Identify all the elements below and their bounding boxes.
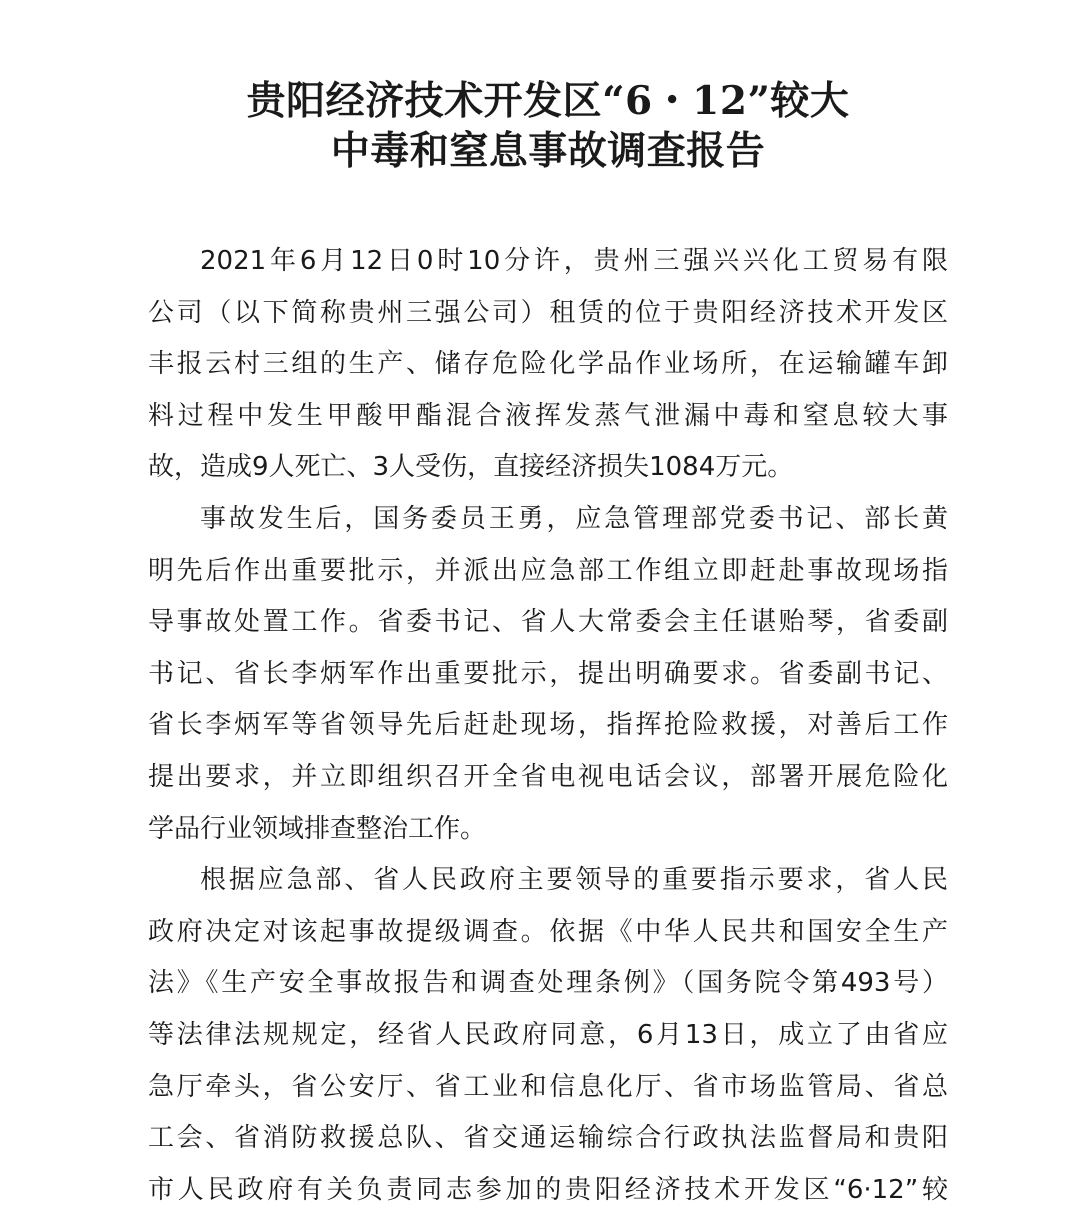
paragraph-line: 根据应急部、省人民政府主要领导的重要指示要求，省人民 <box>200 865 948 896</box>
document-body <box>148 236 948 1216</box>
document-page <box>148 76 948 1216</box>
document-title <box>148 76 948 176</box>
paragraph-line: 明先后作出重要批示，并派出应急部工作组立即赶赴事故现场指 <box>148 555 948 586</box>
paragraph-line: 学品行业领域排查整治工作。 <box>148 813 487 844</box>
paragraph-line: 工会、省消防救援总队、省交通运输综合行政执法监督局和贵阳 <box>148 1123 948 1154</box>
paragraph-line: 故，造成9人死亡、3人受伤，直接经济损失1084万元。 <box>148 452 794 483</box>
paragraph-line: 公司（以下简称贵州三强公司）租赁的位于贵阳经济技术开发区 <box>148 297 948 328</box>
title-line-1: 贵阳经济技术开发区“6・12”较大 <box>246 78 850 124</box>
paragraph-line: 料过程中发生甲酸甲酯混合液挥发蒸气泄漏中毒和窒息较大事 <box>148 400 948 431</box>
paragraph-line: 市人民政府有关负责同志参加的贵阳经济技术开发区“6·12”较 <box>148 1174 948 1205</box>
paragraph-line: 导事故处置工作。省委书记、省人大常委会主任谌贻琴，省委副 <box>148 607 948 638</box>
paragraph-3 <box>148 855 948 1216</box>
paragraph-line: 等法律法规规定，经省人民政府同意，6月13日，成立了由省应 <box>148 1019 948 1050</box>
paragraph-2 <box>148 494 948 855</box>
title-line-2: 中毒和窒息事故调查报告 <box>330 128 766 174</box>
paragraph-line: 政府决定对该起事故提级调查。依据《中华人民共和国安全生产 <box>148 916 948 947</box>
paragraph-line: 提出要求，并立即组织召开全省电视电话会议，部署开展危险化 <box>148 761 948 792</box>
paragraph-line: 2021年6月12日0时10分许，贵州三强兴兴化工贸易有限 <box>200 246 948 276</box>
paragraph-line: 省长李炳军等省领导先后赶赴现场，指挥抢险救援，对善后工作 <box>148 710 948 741</box>
paragraph-line: 书记、省长李炳军作出重要批示，提出明确要求。省委副书记、 <box>148 658 948 689</box>
paragraph-line: 急厅牵头，省公安厅、省工业和信息化厅、省市场监管局、省总 <box>148 1071 948 1102</box>
paragraph-line: 事故发生后，国务委员王勇，应急管理部党委书记、部长黄 <box>200 503 948 534</box>
paragraph-line: 法》《生产安全事故报告和调查处理条例》（国务院令第493号） <box>148 968 948 999</box>
paragraph-line: 丰报云村三组的生产、储存危险化学品作业场所，在运输罐车卸 <box>148 349 948 380</box>
paragraph-1 <box>148 236 948 494</box>
